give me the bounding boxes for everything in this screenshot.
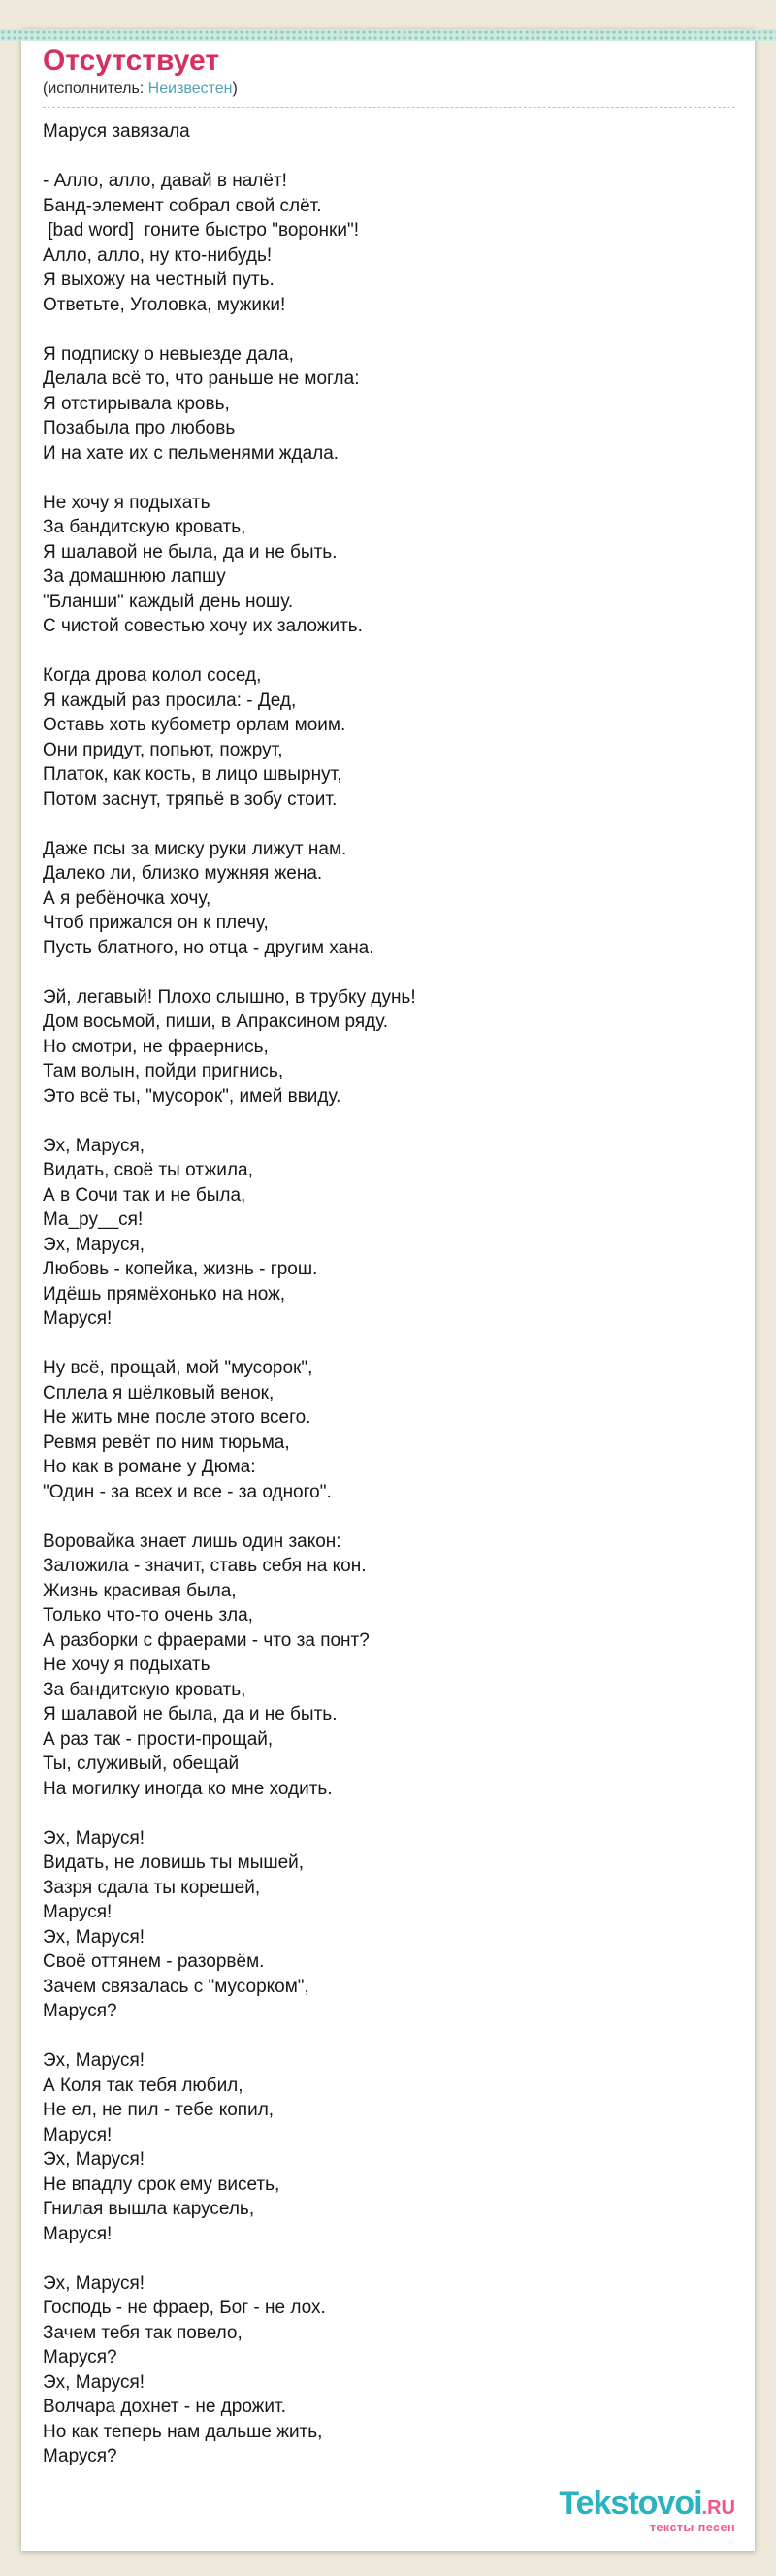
stanza: Эх, Маруся! Господь - не фраер, Бог - не лох. Зачем тебя так повело, Маруся? Эх, Маруся! Волчара дохнет - не дрожит. Но как теперь нам дальше жить, Маруся? [43, 2272, 326, 2466]
stanza: Эх, Маруся, Видать, своё ты отжила, А в Сочи так и не была, Ма_ру__ся! Эх, Маруся, Любовь - копейка, жизнь - грош. Идёшь прямёхонько на нож, Маруся! [43, 1135, 318, 1329]
stanza: - Алло, алло, давай в налёт! Банд-элемент собрал свой слёт. [bad word] гоните быстро "воронки"! Алло, алло, ну кто-нибудь! Я выхожу на честный путь. Ответьте, Уголовка, мужики! [43, 171, 359, 315]
site-logo[interactable] [559, 2484, 735, 2534]
artist-line [43, 80, 735, 108]
content-card [21, 29, 755, 2551]
stanza: Эх, Маруся! А Коля так тебя любил, Не ел, не пил - тебе копил, Маруся! Эх, Маруся! Не впадлу срок ему висеть, Гнилая вышла карусель, Маруся! [43, 2050, 280, 2244]
artist-label-close: ) [232, 80, 238, 97]
song-title: Маруся завязала [43, 121, 190, 142]
stanza: Я подписку о невыезде дала, Делала всё то, что раньше не могла: Я отстирывала кровь, Позабыла про любовь И на хате их с пельменями ждала. [43, 343, 360, 464]
stanza: Когда дрова колол сосед, Я каждый раз просила: - Дед, Оставь хоть кубометр орлам моим. Они придут, попьют, пожрут, Платок, как кость, в лицо швырнут, Потом заснут, тряпьё в зобу стоит. [43, 665, 346, 810]
logo-subtitle: тексты песен [649, 2520, 735, 2534]
logo-text: Tekstovoi [559, 2484, 702, 2522]
stanza: Даже псы за миску руки лижут нам. Далеко ли, близко мужняя жена. А я ребёночка хочу, Чтоб прижался он к плечу, Пусть блатного, но отца - другим хана. [43, 838, 374, 958]
stanza: Эх, Маруся! Видать, не ловишь ты мышей, Зазря сдала ты корешей, Маруся! Эх, Маруся! Своё оттянем - разорвём. Зачем связалась с "мусорком", Маруся? [43, 1827, 309, 2021]
page-title: Отсутствует [43, 45, 220, 77]
artist-label-open: (исполнитель: [43, 80, 148, 97]
logo-wordmark [559, 2484, 735, 2522]
song-header [43, 45, 735, 108]
stanza: Ну всё, прощай, мой "мусорок", Сплела я шёлковый венок, Не жить мне после этого всего. Ревмя ревёт по ним тюрьма, Но как в романе у Дюма: "Один - за всех и все - за одного". [43, 1358, 332, 1502]
stanza: Воровайка знает лишь один закон: Заложила - значит, ставь себя на кон. Жизнь красивая была, Только что-то очень зла, А разборки с фраерами - что за понт? Не хочу я подыхать За бандитскую кровать, Я шалавой не была, да и не быть. А раз так - прости-прощай, Ты, служивый, обещай На могилку иногда ко мне ходить. [43, 1530, 370, 1799]
lyrics [43, 119, 735, 2469]
stanza: Не хочу я подыхать За бандитскую кровать, Я шалавой не была, да и не быть. За домашнюю лапшу "Бланши" каждый день ношу. С чистой совестью хочу их заложить. [43, 492, 363, 636]
logo-tld: .RU [701, 2496, 735, 2519]
stanza: Эй, легавый! Плохо слышно, в трубку дунь! Дом восьмой, пиши, в Апраксином ряду. Но смотри, не фраернись, Там волын, пойди пригнись, Это всё ты, "мусорок", имей ввиду. [43, 986, 416, 1107]
washi-tape-top-edge [0, 29, 776, 41]
artist-link[interactable]: Неизвестен [147, 80, 233, 97]
